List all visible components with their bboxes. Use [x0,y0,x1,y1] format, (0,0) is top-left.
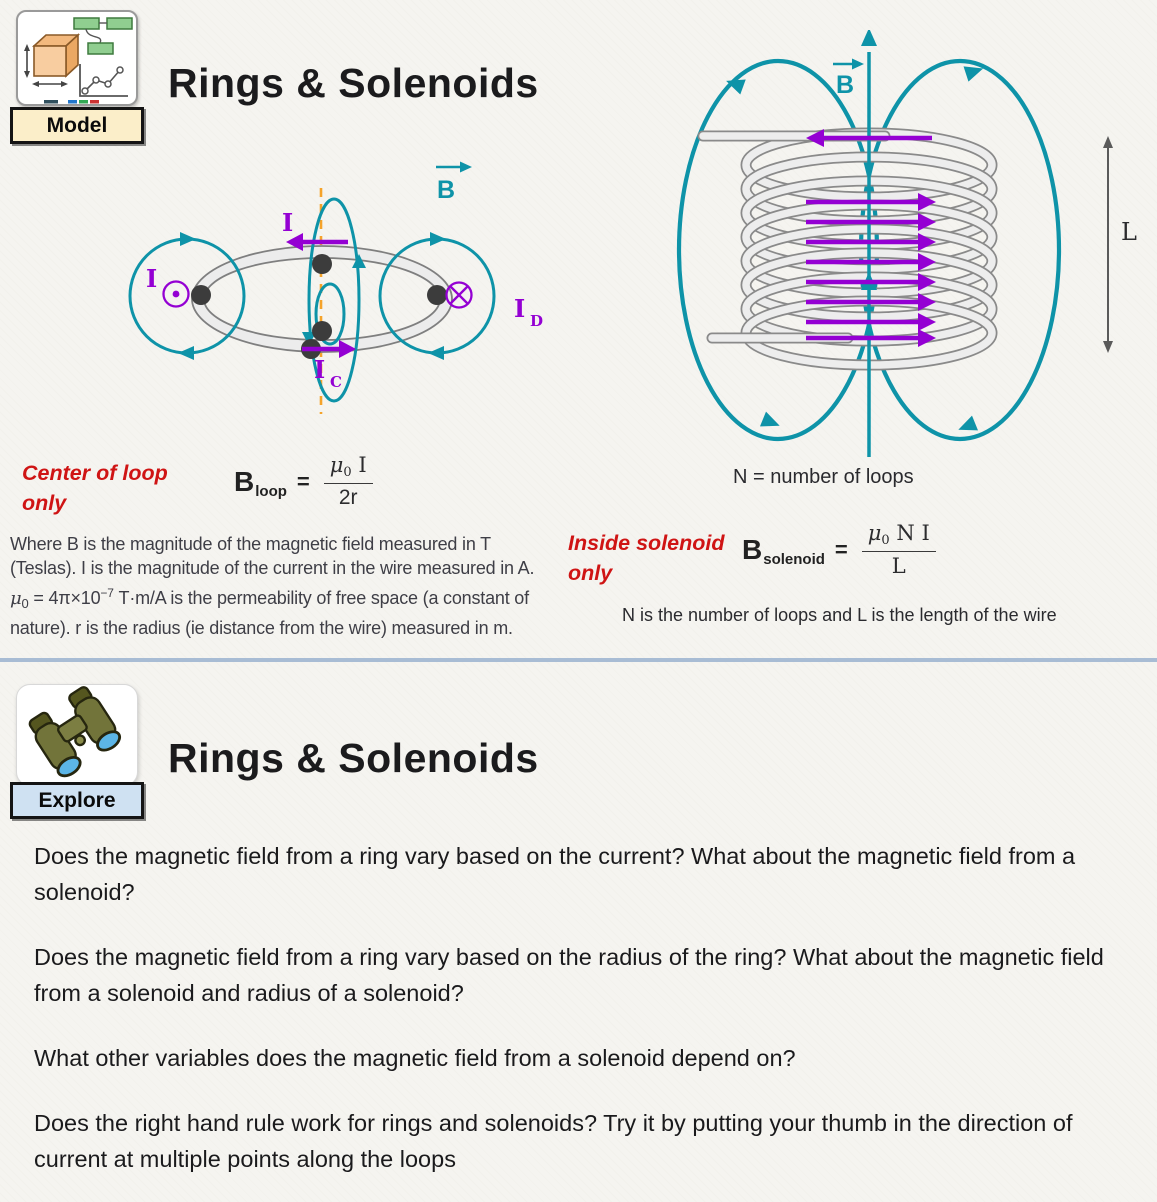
explore-questions [34,838,1106,1202]
section-divider [0,658,1157,662]
current-label-left: I [146,264,158,293]
current-label-bottom-sub: C [330,373,342,391]
solenoid-formula-subscript: solenoid [763,551,825,568]
explore-icon-card [16,684,138,786]
model-section-title: Rings & Solenoids [168,60,539,106]
note-mu: μ [10,587,22,609]
solenoid-formula [742,521,936,578]
mu-subscript: 0 [881,533,890,548]
b-vector-label-solenoid [833,59,864,100]
note-part1: Where B is the magnitude of the magnetic field measured in T (Teslas). I is the magnitude of the current in the wire measured in A. [10,534,535,579]
solenoid-denominator: L [891,554,906,578]
equals-sign: = [834,536,848,562]
loop-formula-explanation [10,532,545,641]
model-icon-card [16,10,138,106]
loop-formula-base: B [234,465,255,497]
b-field-label-ring: B [437,176,456,204]
question-2: Does the magnetic field from a ring vary based on the radius of the ring? What about the magnetic field from a solenoid and radius of a solenoid? [34,944,1104,1006]
n-definition-label: N = number of loops [733,466,914,488]
n-i-symbols: N I [896,521,930,545]
solenoid-formula-fraction [862,521,936,578]
current-symbol: I [358,453,367,477]
loop-formula [234,453,373,510]
length-dimension [1103,136,1137,353]
explore-badge-label: Explore [38,788,116,812]
mu-subscript: 0 [343,465,352,480]
model-badge-label: Model [46,113,108,137]
b-vector-label-ring [436,162,472,205]
equals-sign: = [296,468,310,494]
solenoid-formula-explanation: N is the number of loops and L is the length of the wire [622,605,1057,625]
question-3: What other variables does the magnetic field from a solenoid depend on? [34,1045,796,1071]
mu-symbol: μ [867,521,882,545]
whiteboard-model-icon [18,12,136,104]
solenoid-formula-base: B [742,533,763,565]
field-line-left-circle [130,239,244,353]
loop-formula-fraction [324,453,373,510]
current-label-right-sub: D [530,312,544,330]
note-part2: = 4π×10 [28,587,101,608]
solenoid-field-diagram [650,30,1157,470]
length-label: L [1121,218,1137,246]
question-1: Does the magnetic field from a ring vary based on the current? What about the magnetic field from a solenoid? [34,843,1076,905]
loop-formula-subscript: loop [255,483,287,500]
solenoid-condition-note: Inside solenoid only [568,531,725,586]
note-part3: T·m/A is the permeability of free space (a constant of nature). r is the radius (ie distance from the wire) measured in m. [10,587,529,639]
ring-field-diagram [115,160,565,435]
current-label-bottom: I [314,355,326,384]
explore-section-title: Rings & Solenoids [168,735,539,781]
note-exponent: −7 [100,585,114,600]
loop-denominator: 2r [338,486,358,509]
current-label-top: I [282,208,294,237]
loop-condition-note: Center of loop only [22,461,168,516]
note-mu-sub: 0 [21,595,29,611]
current-out-of-page-icon [164,282,189,307]
model-badge [10,107,144,144]
current-label-right: I [514,294,526,323]
explore-badge [10,782,144,819]
binoculars-icon [17,685,135,783]
question-4: Does the right hand rule work for rings and solenoids? Try it by putting your thumb in the direction of current at multiple points along the loops [34,1110,1073,1172]
mu-symbol: μ [329,453,344,477]
b-field-label-solenoid: B [836,71,855,99]
